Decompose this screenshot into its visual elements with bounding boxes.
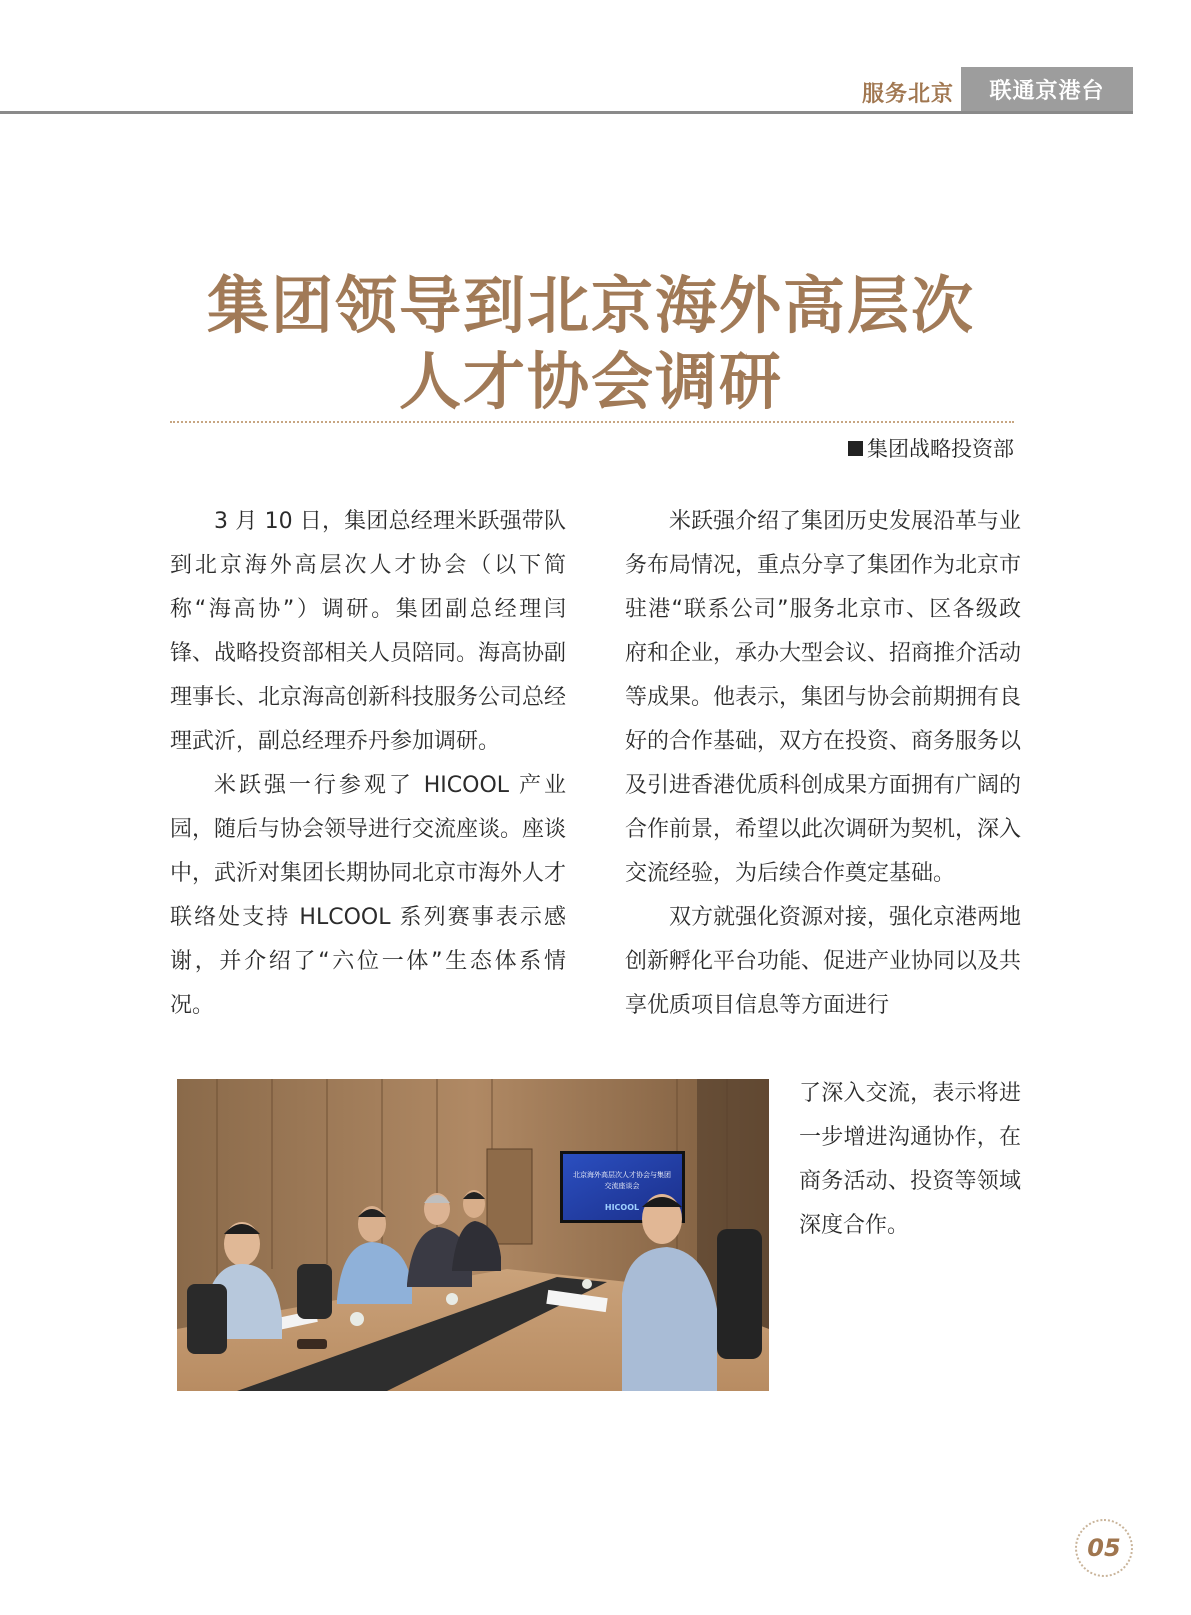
paragraph: 双方就强化资源对接，强化京港两地创新孵化平台功能、促进产业协同以及共享优质项目信息等方面进行: [625, 905, 1022, 1018]
right-column: [625, 500, 1021, 1028]
page-number: 05: [1075, 1519, 1133, 1577]
meeting-photo: [177, 1079, 769, 1391]
section-tab: 联通京港台: [961, 67, 1133, 111]
screen-logo: HICOOL: [604, 1203, 640, 1212]
paragraph: 了深入交流，表示将进一步增进沟通协作，在商务活动、投资等领域深度合作。: [799, 1081, 1021, 1238]
screen-text-1: 北京海外高层次人才协会与集团: [573, 1171, 671, 1179]
paragraph: 3 月 10 日，集团总经理米跃强带队到北京海外高层次人才协会（以下简称“海高协”）调研。集团副总经理闫锋、战略投资部相关人员陪同。海高协副理事长、北京海高创新科技服务公司总经理武沂，副总经理乔丹参加调研。: [170, 509, 567, 754]
wrap-column: [799, 1072, 1021, 1248]
title-divider: [170, 421, 1014, 423]
article-title: [168, 268, 1014, 420]
byline: [848, 433, 1014, 463]
square-bullet-icon: [848, 441, 863, 456]
left-column: [170, 500, 566, 1028]
meeting-photo-illustration: [177, 1079, 769, 1391]
screen-text-2: 交流座谈会: [604, 1182, 640, 1190]
paragraph: 米跃强一行参观了 HICOOL 产业园，随后与协会领导进行交流座谈。座谈中，武沂对集团长期协同北京市海外人才联络处支持 HLCOOL 系列赛事表示感谢，并介绍了“六位一体”生态体系情况。: [170, 773, 567, 1018]
title-line-1: 集团领导到北京海外高层次: [206, 269, 975, 342]
paragraph: 米跃强介绍了集团历史发展沿革与业务布局情况，重点分享了集团作为北京市驻港“联系公司”服务北京市、区各级政府和企业，承办大型会议、招商推介活动等成果。他表示，集团与协会前期拥有良好的合作基础，双方在投资、商务服务以及引进香港优质科创成果方面拥有广阔的合作前景，希望以此次调研为契机，深入交流经验，为后续合作奠定基础。: [625, 509, 1022, 886]
byline-text: 集团战略投资部: [867, 437, 1014, 461]
title-line-2: 人才协会调研: [398, 345, 783, 418]
header-divider: [0, 111, 1133, 114]
section-label: 服务北京: [862, 82, 955, 107]
